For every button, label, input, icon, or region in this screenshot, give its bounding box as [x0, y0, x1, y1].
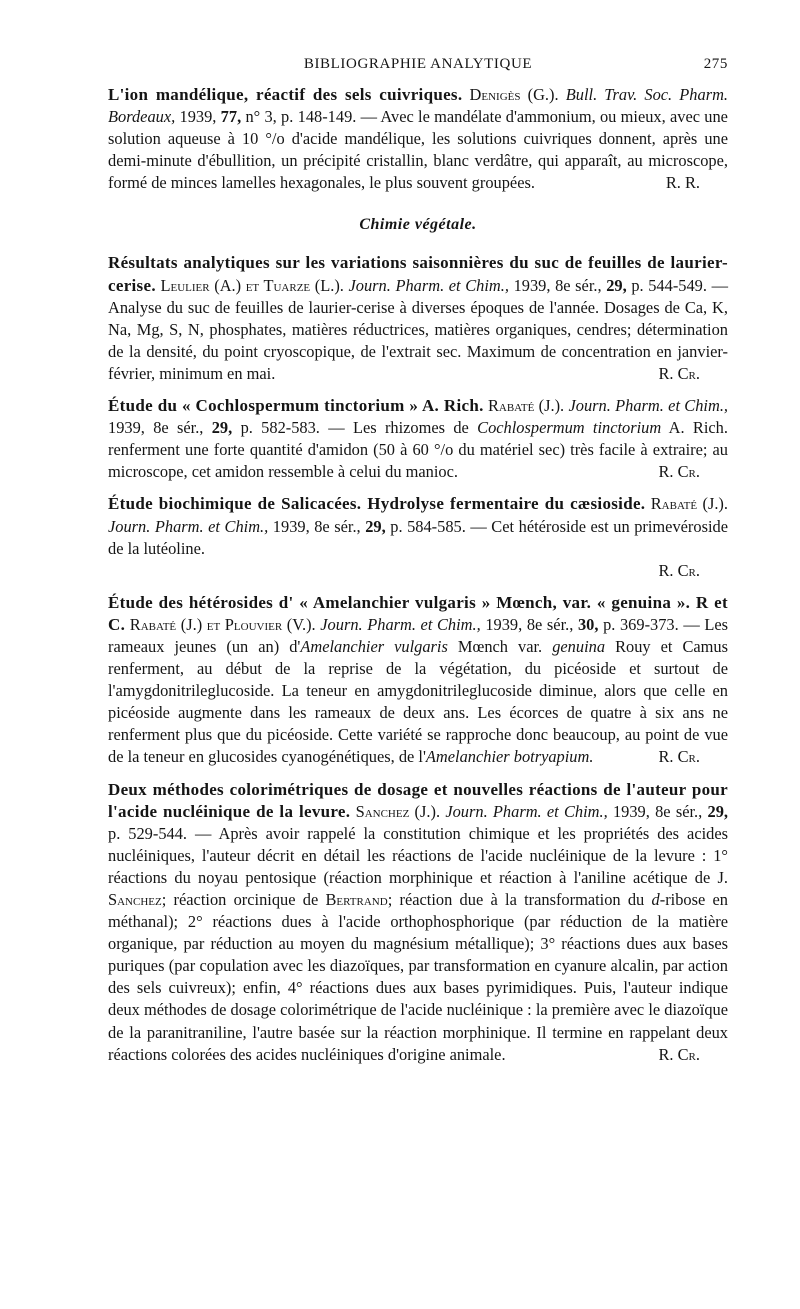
entry-year: 1939, 8e sér., — [272, 516, 361, 536]
entry-year: 1939, 8e sér., — [612, 801, 703, 821]
entry-signature: R. Cr. — [658, 747, 700, 767]
entry-title: Étude biochimique de Salicacées. Hydrolyse fermentaire du cæsioside. — [108, 494, 646, 514]
entry-author: Rabaté (J.). — [487, 396, 565, 416]
running-header — [108, 56, 728, 84]
bibliography-entry — [108, 592, 728, 769]
entry-year: 1939, — [179, 107, 217, 127]
entry-volume: 30, — [577, 614, 599, 634]
entry-volume: 29, — [707, 801, 728, 821]
entry-title: Résultats analytiques sur les variations saisonnières du suc de feuilles de laurier-cerise. — [108, 253, 728, 295]
entry-abstract-lead: — Après avoir rappelé la constitution chimique et les propriétés des acides nucléiniques, l'auteur décrit en détail les réactions de l'acide nucléinique de la levure : 1° réactions du noyau pentosique (réaction morphinique et réaction à l'aniline acétique de J. — [108, 823, 728, 887]
document-page — [108, 56, 728, 1066]
entry-volume: 29, — [211, 418, 233, 438]
entry-abstract: A. Rich. renferment une forte quantité d'amidon (50 à 60 °/o du matériel sec) très facile à extraire; au microscope, cet amidon ressemble à celui du manioc. — [108, 418, 728, 482]
entry-cited-author-2: Bertrand — [325, 890, 388, 909]
entry-pages: p. 584-585. — [390, 516, 466, 536]
entry-year: 1939, 8e sér., — [513, 275, 602, 295]
section-title: Chimie végétale. — [359, 216, 477, 234]
entry-year: 1939, 8e sér., — [485, 614, 574, 634]
entry-volume: 29, — [365, 516, 386, 536]
entry-abstract-lead: — Les rameaux jeunes (un an) d' — [108, 614, 729, 656]
bibliography-entry — [108, 493, 728, 581]
entry-italic-prefix: d — [651, 890, 660, 909]
page-number: 275 — [703, 56, 728, 72]
entry-title: Deux méthodes colorimétriques de dosage et nouvelles réactions de l'auteur pour l'acide nucléinique de la levure. — [108, 779, 728, 821]
entry-abstract-mid: Mœnch var. — [457, 636, 543, 656]
entry-author: Sanchez (J.). — [355, 801, 441, 821]
entry-journal: Journ. Pharm. et Chim., — [320, 614, 481, 634]
entry-year: 1939, 8e sér., — [108, 418, 204, 438]
entry-title: Étude du « Cochlospermum tinctorium » A. Rich. — [108, 396, 484, 416]
entry-signature: R. Cr. — [658, 462, 700, 482]
entry-signature: R. Cr. — [658, 363, 700, 383]
entry-pages: p. 582-583. — [240, 418, 320, 438]
entry-species-name: Amelanchier vulgaris — [300, 636, 448, 656]
entry-pages: n° 3, p. 148-149. — [245, 107, 357, 127]
bibliography-entry — [108, 252, 728, 385]
entry-abstract: -ribose en méthanal); 2° réactions dues à l'acide orthophosphorique (par réduction de la matière organique, par réduction au moyen du magnésium métallique); 3° réactions dues aux bases puriques (par copulation avec les diazoïques, par transformation en cyanure alcalin, par action des sels cuivreux); enfin, 4° réactions dues aux bases pyrimidiques. Puis, l'auteur indique deux méthodes de dosage colorimétrique de l'acide nucléinique : la première avec le diazoïque de la paranitraniline, l'autre basée sur la réaction morphinique. Il termine en rappelant deux réactions colorées des acides nucléiniques d'origine animale. — [108, 890, 728, 1064]
bibliography-entry — [108, 395, 728, 483]
entry-variety-name: genuina — [552, 636, 606, 656]
entry-pages: p. 529-544. — [108, 823, 188, 843]
entry-species-name-2: Amelanchier botryapium. — [425, 747, 594, 767]
entry-signature: R. Cr. — [658, 560, 700, 580]
entry-journal: Journ. Pharm. et Chim., — [568, 396, 729, 416]
entry-title: Étude des hétérosides d' « Amelanchier vulgaris » Mœnch, var. « genuina ». R et C. — [108, 592, 728, 634]
entry-journal: Journ. Pharm. et Chim., — [348, 275, 509, 295]
entry-abstract: — Avec le mandélate d'ammonium, ou mieux, avec une solution aqueuse à 10 °/o d'acide mandélique, les solutions cuivriques donnent, après une demi-minute d'ébullition, un précipité cristallin, blanc verdâtre, qui apparaît, au microscope, formé de minces lamelles hexagonales, le plus souvent groupées. — [108, 107, 728, 193]
entry-abstract-lead: — Les rhizomes de — [328, 418, 469, 438]
entry-author: Denigès (G.). — [469, 85, 559, 104]
bibliography-entry — [108, 84, 728, 194]
entry-author: Rabaté (J.) et Plouvier (V.). — [129, 614, 316, 634]
entry-abstract: — Cet hétéroside est un primevéroside de la lutéoline. — [108, 516, 728, 558]
running-title: BIBLIOGRAPHIE ANALYTIQUE — [303, 56, 533, 72]
entry-journal: Journ. Pharm. et Chim., — [445, 801, 608, 821]
entry-author: Rabaté (J.). — [650, 494, 728, 514]
entry-cited-author: Sanchez — [108, 890, 162, 909]
entry-abstract: — Analyse du suc de feuilles de laurier-cerise à diverses époques de l'année. Dosages de Ca, K, Na, Mg, S, N, phosphates, matières réductrices, matières organiques, cendres; détermination de la densité, du point cryoscopique, de l'extrait sec. Maximum de concentration en janvier-février, minimum en mai. — [108, 275, 728, 383]
entry-signature: R. R. — [665, 173, 700, 193]
entry-abstract-mid: ; réaction orcinique de — [161, 890, 319, 909]
entry-pages: p. 369-373. — [603, 614, 679, 634]
entry-pages: p. 544-549. — [631, 275, 707, 295]
entry-journal: Bull. Trav. Soc. Pharm. Bordeaux, — [108, 85, 729, 127]
entry-signature: R. Cr. — [658, 1044, 700, 1064]
entry-species-name: Cochlospermum tinctorium — [477, 418, 662, 438]
entry-journal: Journ. Pharm. et Chim., — [108, 516, 269, 536]
entry-volume: 29, — [606, 275, 627, 295]
entry-title: L'ion mandélique, réactif des sels cuivriques. — [108, 85, 463, 104]
entry-author: Leulier (A.) et Tuarze (L.). — [160, 275, 344, 295]
bibliography-entry — [108, 779, 728, 1066]
entry-abstract-mid-2: ; réaction due à la transformation du — [387, 890, 645, 909]
entry-volume: 77, — [220, 107, 242, 127]
entry-abstract: Rouy et Camus renferment, au début de la reprise de la végétation, du picéoside et surtout de l'amygdonitrileglucoside. La teneur en amygdonitrileglucoside diminue, alors que celle en picéoside augmente dans les rameaux de deux ans. Les écorces de quatre à six ans ne renferment plus que du picéoside. Cette variété se rapproche donc beaucoup, au point de vue de la teneur en glucosides cyanogénétiques, de l' — [108, 636, 729, 767]
